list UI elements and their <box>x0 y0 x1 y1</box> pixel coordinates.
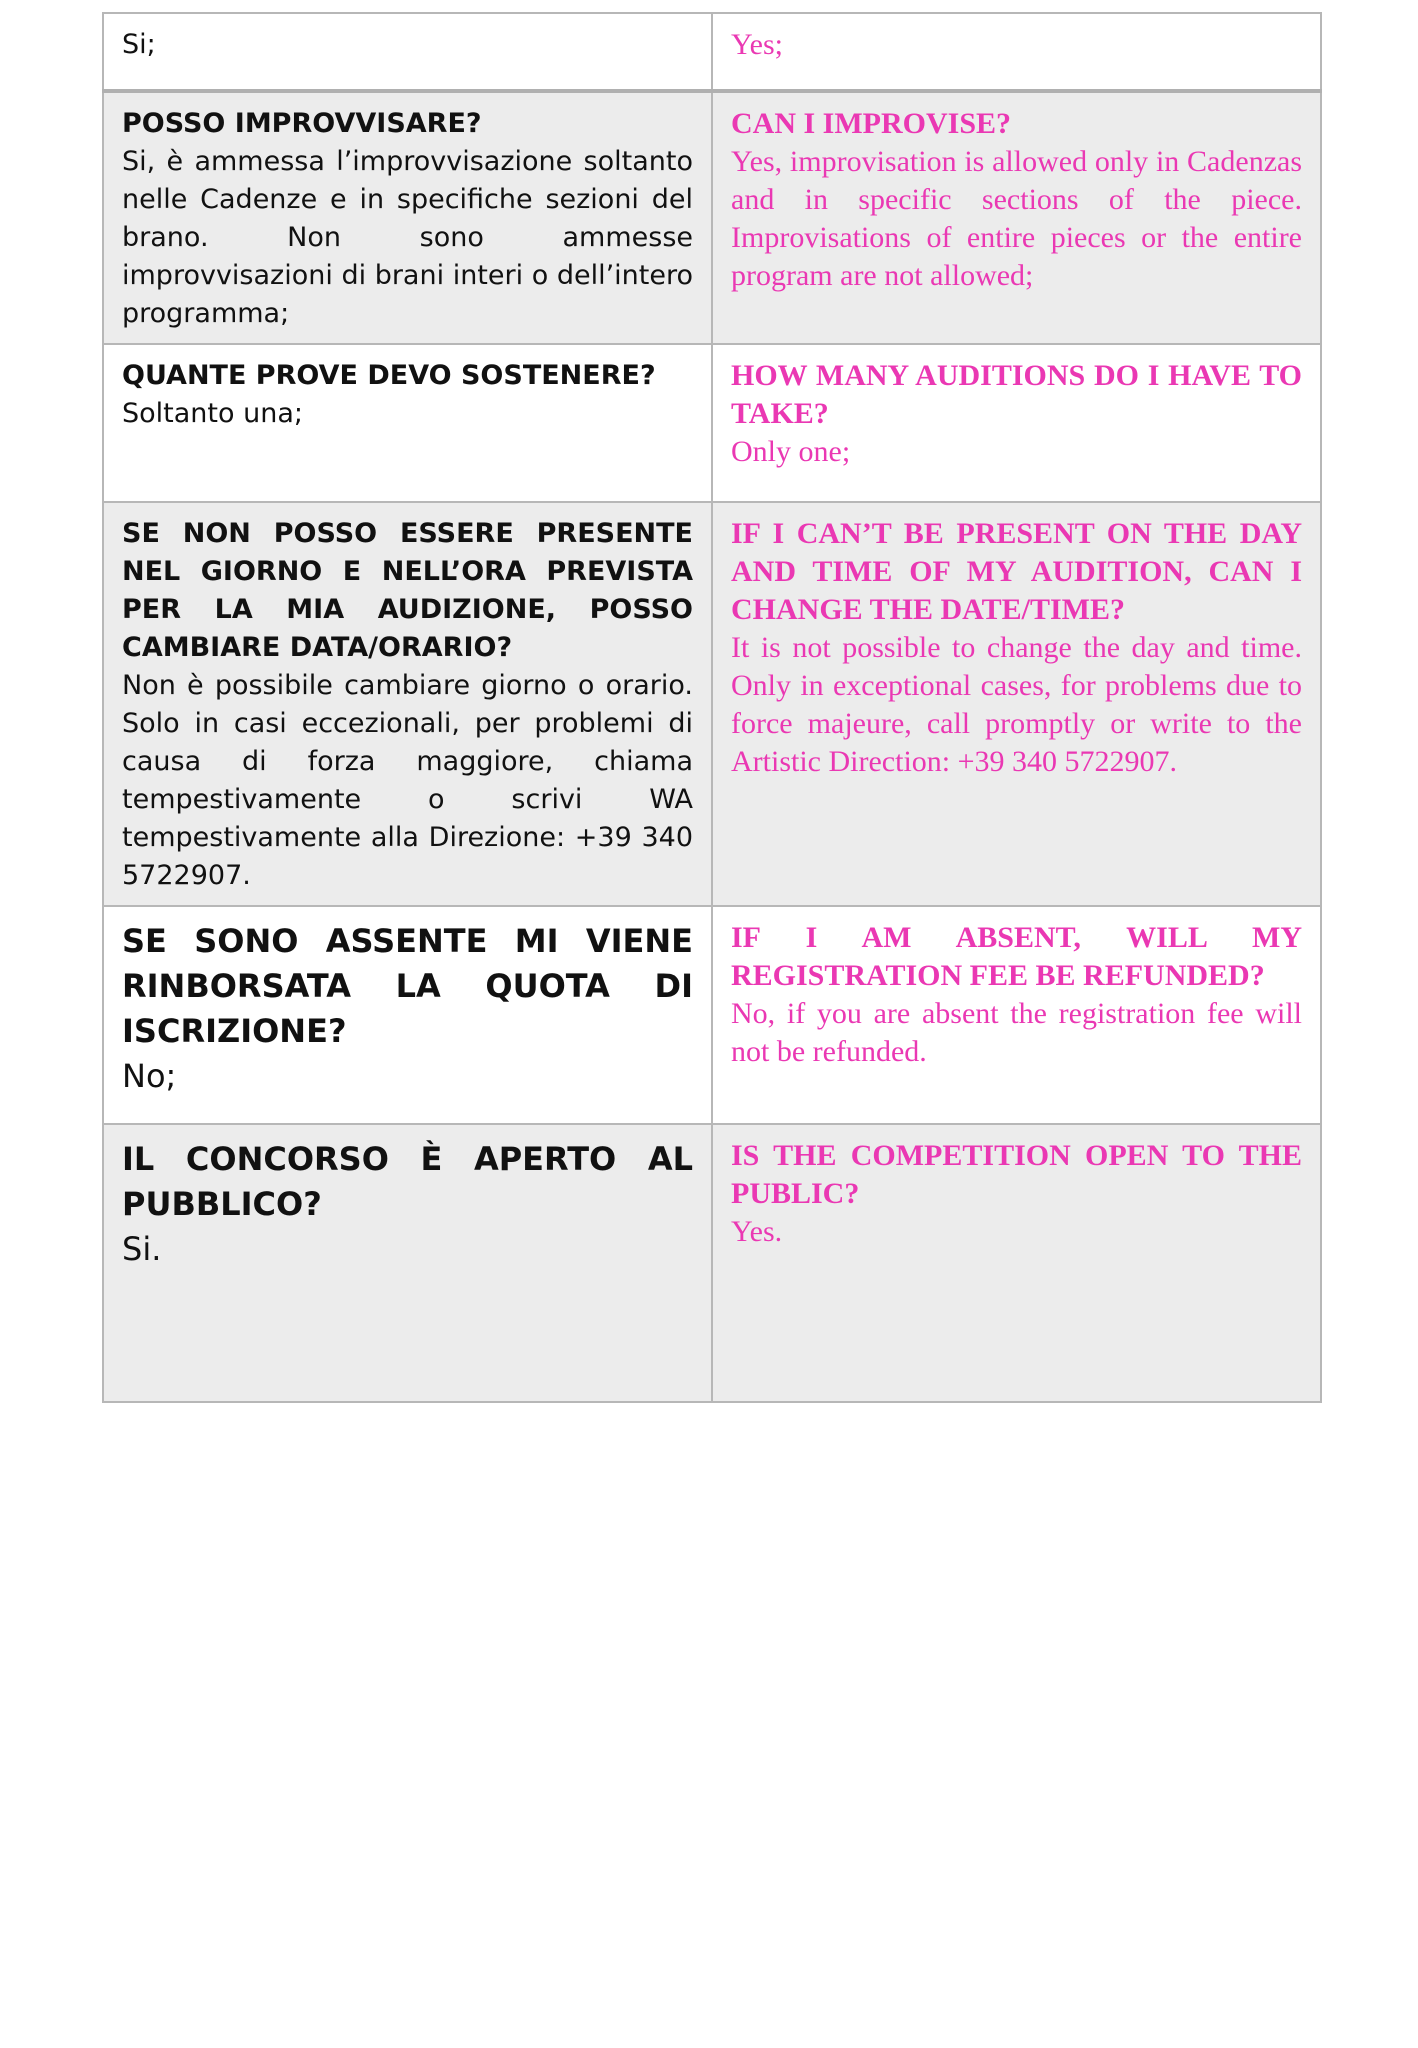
italian-answer: Si, è ammessa l’improvvisazione soltanto nelle Cadenze e in specifiche sezioni del brano. Non sono ammesse improvvisazioni di brani interi o dell’intero programma; <box>122 146 693 329</box>
english-question: IF I AM ABSENT, WILL MY REGISTRATION FEE BE REFUNDED? <box>731 921 1302 992</box>
italian-answer: Soltanto una; <box>122 398 303 429</box>
italian-cell <box>103 502 712 906</box>
english-answer: No, if you are absent the registration fee will not be refunded. <box>731 997 1302 1068</box>
english-question: IF I CAN’T BE PRESENT ON THE DAY AND TIME OF MY AUDITION, CAN I CHANGE THE DATE/TIME? <box>731 517 1302 626</box>
english-answer: Yes, improvisation is allowed only in Cadenzas and in specific sections of the piece. Improvisations of entire pieces or the entire program are not allowed; <box>731 145 1302 292</box>
english-cell <box>712 1124 1321 1402</box>
faq-row <box>103 502 1321 906</box>
english-answer: Only one; <box>731 435 851 468</box>
italian-answer: Si. <box>122 1230 162 1268</box>
faq-row <box>103 91 1321 344</box>
english-question: HOW MANY AUDITIONS DO I HAVE TO TAKE? <box>731 359 1302 430</box>
italian-cell <box>103 13 712 91</box>
italian-cell <box>103 91 712 344</box>
faq-row <box>103 344 1321 502</box>
english-answer: Yes. <box>731 1215 783 1248</box>
english-cell <box>712 906 1321 1124</box>
italian-question: SE NON POSSO ESSERE PRESENTE NEL GIORNO E NELL’ORA PREVISTA PER LA MIA AUDIZIONE, POSSO CAMBIARE DATA/ORARIO? <box>122 518 693 663</box>
faq-row <box>103 13 1321 91</box>
english-question: IS THE COMPETITION OPEN TO THE PUBLIC? <box>731 1139 1302 1210</box>
italian-cell <box>103 1124 712 1402</box>
italian-answer: No; <box>122 1057 177 1095</box>
italian-cell <box>103 906 712 1124</box>
english-answer: It is not possible to change the day and time. Only in exceptional cases, for problems due to force majeure, call promptly or write to the Artistic Direction: +39 340 5722907. <box>731 631 1302 778</box>
italian-question: IL CONCORSO È APERTO AL PUBBLICO? <box>122 1140 693 1223</box>
italian-question: POSSO IMPROVVISARE? <box>122 108 482 139</box>
italian-question: QUANTE PROVE DEVO SOSTENERE? <box>122 360 656 391</box>
faq-row <box>103 1124 1321 1402</box>
italian-answer: Si; <box>122 29 156 60</box>
italian-answer: Non è possibile cambiare giorno o orario. Solo in casi eccezionali, per problemi di causa di forza maggiore, chiama tempestivamente o scrivi WA tempestivamente alla Direzione: +39 340 5722907. <box>122 670 693 891</box>
english-cell <box>712 502 1321 906</box>
italian-question: SE SONO ASSENTE MI VIENE RINBORSATA LA QUOTA DI ISCRIZIONE? <box>122 922 693 1050</box>
english-cell <box>712 91 1321 344</box>
english-cell <box>712 344 1321 502</box>
italian-cell <box>103 344 712 502</box>
faq-table <box>102 12 1322 1403</box>
english-question: CAN I IMPROVISE? <box>731 107 1012 140</box>
english-cell <box>712 13 1321 91</box>
faq-row <box>103 906 1321 1124</box>
english-answer: Yes; <box>731 28 783 61</box>
